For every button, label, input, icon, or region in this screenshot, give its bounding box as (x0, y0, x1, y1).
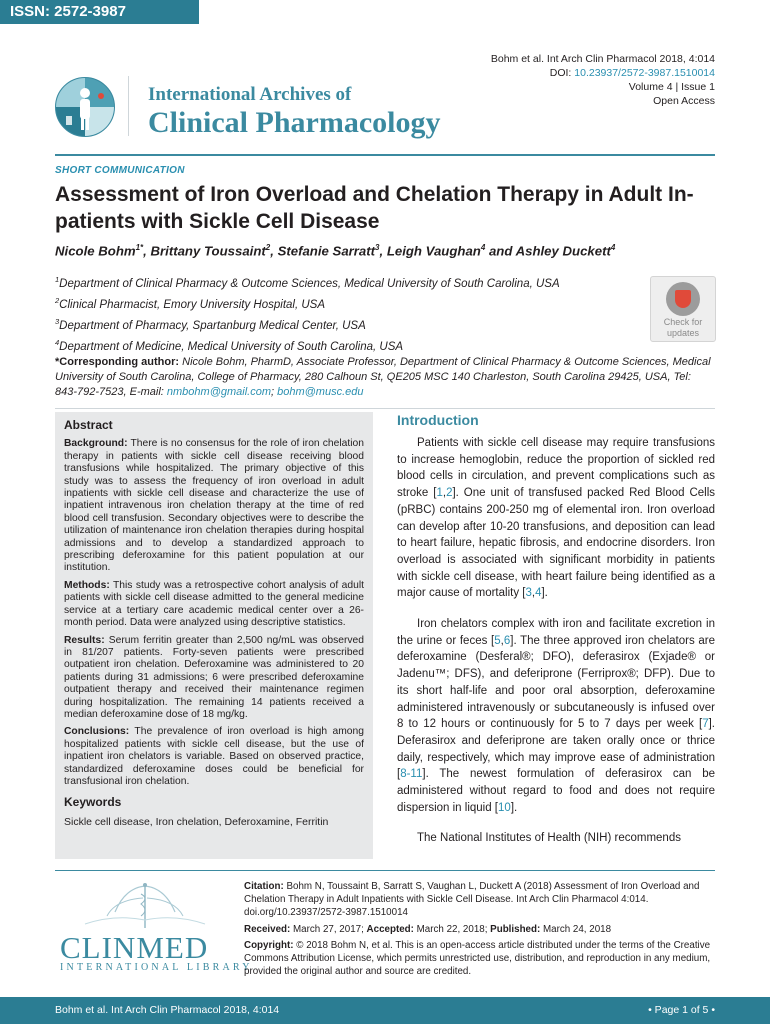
introduction-text: ]. One unit of transfused packed Red Blood Cells (pRBC) contains 200-250 mg of elemental iron. Iron overload can develop after 10-20 transfusions, and deposition can lead to heart failure, hepatic fibrosis, and endocrine disorders. Iron overload is associated with significant morbidity in patients with sickle cell disease, with heart failure being identified as a major cause of mortality [ (397, 487, 716, 600)
affiliation-number: 2 (55, 296, 60, 305)
keywords-text: Sickle cell disease, Iron chelation, Deferoxamine, Ferritin (64, 815, 329, 828)
background-text: There is no consensus for the role of iron chelation therapy in patients with sickle cell disease receiving blood transfusions while hospitalized. The primary objective of this study was to assess the frequency of iron overload in adult inpatients with sickle cell disease and characterize the use of inpatient intravenous iron chelation therapy at the time of red blood cell transfusion. Secondary objectives were to describe the utilization of maintenance iron chelation therapies during hospital admissions and to develop a standardized approach to prescribing deferoxamine for this patient population at our institution. (64, 438, 364, 574)
publisher-name: CLINMED (60, 930, 209, 965)
open-access-label: Open Access (653, 95, 715, 107)
author-separator: , (143, 243, 151, 259)
logo-divider (128, 76, 129, 136)
author-affiliation-marker: 1* (135, 243, 144, 252)
author-separator: , (379, 243, 387, 259)
publisher-subtitle: INTERNATIONAL LIBRARY (60, 962, 253, 973)
citation-text: Bohm N, Toussaint B, Sarratt S, Vaughan L, Duckett A (2018) Assessment of Iron Overload and Chelation Therapy in Adult Inpatients with Sickle Cell Disease. Int Arch Clin Pharmacol 4:014. doi.org/10.23937/2572-3987.1510014 (244, 881, 700, 919)
journal-name-line1: International Archives of (148, 84, 352, 105)
affiliations (55, 273, 655, 357)
accepted-date: March 22, 2018; (413, 923, 491, 935)
footer-citation: Bohm et al. Int Arch Clin Pharmacol 2018, 4:014 (55, 1004, 280, 1016)
received-date: March 27, 2017; (290, 923, 367, 935)
introduction-heading: Introduction (397, 412, 479, 428)
affiliation-item (55, 315, 655, 336)
introduction-text: ]. The three approved iron chelators are deferoxamine (Desferal®; DFO), deferasirox (Exjade® or Jadenu™; DFS), and deferiprone (Ferriprox®; DFP). Due to its short half-life and poor oral absorption, deferoxamine administered intravenously or subcutaneously is infused over 8 to 12 hours or continuously for 5 to 7 days per week [ (397, 634, 716, 731)
journal-logo (54, 76, 116, 138)
author-affiliation-marker: 4 (610, 243, 616, 252)
email-separator: ; (271, 386, 278, 398)
author-affiliation-marker: 4 (480, 243, 486, 252)
accepted-label: Accepted: (366, 923, 414, 935)
dates-paragraph (244, 923, 716, 936)
affiliation-text: Department of Medicine, Medical University of South Carolina, USA (59, 340, 404, 353)
introduction-body (397, 435, 715, 861)
issn-banner: ISSN: 2572-3987 (0, 0, 199, 24)
email-link-1[interactable]: nmbohm@gmail.com (166, 386, 271, 398)
published-date: March 24, 2018 (540, 923, 612, 935)
copyright-label: Copyright: (244, 939, 294, 951)
article-title: Assessment of Iron Overload and Chelation Therapy in Adult In-patients with Sickle Cell Disease (55, 183, 694, 233)
check-for-updates-badge[interactable] (650, 276, 716, 342)
citation-block (244, 880, 716, 981)
author-affiliation-marker: 2 (265, 243, 271, 252)
corresponding-text: Nicole Bohm, PharmD, Associate Professor, Department of Clinical Pharmacy & Outcome Sciences, Medical University of South Carolina, College of Pharmacy, 280 Calhoun St, QE205 MSC 140 Charleston, South Carolina 29425, USA, Tel: 843-792-7523, E-mail: (55, 356, 711, 398)
copyright-paragraph (244, 939, 716, 979)
introduction-text: ]. The newest formulation of deferasirox can be administered without regard to food and does not require dispersion in liquid [ (397, 768, 715, 814)
abstract-methods (64, 580, 364, 630)
introduction-text: , (442, 487, 447, 500)
reference-link[interactable]: 8-11 (400, 768, 423, 781)
abstract-results (64, 635, 364, 722)
author-name: Nicole Bohm (55, 243, 136, 259)
affiliation-item (55, 294, 655, 315)
introduction-text: ]. Deferasirox and deferiprone are taken orally once or thrice daily, respectively, which may improve ease of administration [ (397, 718, 715, 781)
reference-link[interactable]: 10 (498, 801, 511, 814)
reference-link[interactable]: 6 (503, 634, 511, 647)
published-label: Published: (490, 923, 541, 935)
conclusions-label: Conclusions: (64, 726, 130, 738)
results-label: Results: (64, 634, 105, 646)
methods-text: This study was a retrospective cohort analysis of adult patients with sickle cell disease admitted to the general medicine service at a tertiary care academic medical center over a 26-month period. Data were analyzed using descriptive statistics. (64, 579, 364, 629)
author-separator: and (485, 243, 516, 259)
affiliation-number: 3 (55, 317, 60, 326)
introduction-text: The National Institutes of Health (NIH) recommends (417, 832, 681, 845)
reference-link[interactable]: 3 (525, 587, 532, 600)
citation-header-line: Bohm et al. Int Arch Clin Pharmacol 2018, 4:014 (490, 53, 715, 65)
author-separator: , (270, 243, 278, 259)
check-updates-line1: Check for (663, 317, 703, 327)
author-name: Brittany Toussaint (150, 243, 266, 259)
reference-link[interactable]: 5 (494, 634, 501, 647)
affiliation-text: Department of Clinical Pharmacy & Outcome Sciences, Medical University of South Carolina, USA (59, 277, 560, 290)
affiliation-item (55, 273, 655, 294)
section-divider (55, 408, 715, 409)
citation-divider (55, 870, 715, 871)
reference-link[interactable]: 2 (446, 487, 453, 500)
methods-label: Methods: (64, 579, 110, 591)
author-affiliation-marker: 3 (375, 243, 380, 252)
abstract-box (55, 412, 373, 859)
affiliation-number: 4 (55, 338, 60, 347)
keywords-heading: Keywords (64, 795, 122, 810)
reference-link[interactable]: 4 (535, 587, 542, 600)
article-type-label: SHORT COMMUNICATION (55, 165, 185, 176)
introduction-text: , (531, 587, 536, 600)
volume-issue: Volume 4 | Issue 1 (628, 81, 715, 93)
introduction-paragraph (397, 616, 715, 816)
doi-prefix: DOI: (549, 67, 575, 79)
author-list (55, 243, 615, 258)
received-label: Received: (244, 923, 291, 935)
author-name: Ashley Duckett (515, 243, 611, 259)
copyright-text: © 2018 Bohm N, et al. This is an open-access article distributed under the terms of the Creative Commons Attribution License, which permits unrestricted use, distribution, and reproduction in any medium, provided the original author and source are credited. (244, 939, 711, 978)
citation-label: Citation: (244, 881, 284, 892)
abstract-background (64, 438, 364, 574)
email-link-2[interactable]: bohm@musc.edu (277, 386, 364, 398)
citation-header (491, 52, 715, 108)
introduction-text: Iron chelators complex with iron and facilitate excretion in the urine or feces [ (397, 618, 715, 647)
citation-paragraph (244, 880, 716, 920)
results-text: Serum ferritin greater than 2,500 ng/mL was observed in 81/207 patients. Forty-seven patients were prescribed outpatient iron chelation. Deferoxamine was administered to 20 patients during 31 admissions; 6 were prescribed deferoxamine outpatient therapy and received their maintenance regimen during hospitalization. The remaining 14 patients received a median deferoxamine dose of 18 mg/kg. (64, 634, 364, 720)
introduction-text: , (500, 634, 504, 647)
background-label: Background: (64, 438, 128, 450)
doi-link[interactable]: 10.23937/2572-3987.1510014 (574, 67, 715, 79)
author-name: Stefanie Sarratt (277, 243, 376, 259)
check-updates-icon (666, 282, 700, 316)
affiliation-number: 1 (55, 275, 60, 284)
page-footer (0, 997, 770, 1024)
introduction-paragraph (397, 435, 715, 602)
introduction-text: Patients with sickle cell disease may require transfusions to increase hemoglobin, reduce the proportion of sickled red blood cells in circulation, and prevent complications such as stroke [ (397, 437, 715, 500)
journal-name-line2: Clinical Pharmacology (148, 106, 441, 139)
conclusions-text: The prevalence of iron overload is high among hospitalized patients with sickle cell disease, but the use of inpatient iron chelators is variable. Based on observed practice, standardized deferoxamine doses could be beneficial for transfusional iron chelation. (64, 726, 364, 787)
header-divider (55, 154, 715, 156)
corresponding-author (55, 355, 715, 400)
affiliation-text: Clinical Pharmacist, Emory University Hospital, USA (59, 298, 326, 311)
check-updates-line2: updates (666, 328, 700, 338)
page-number: • Page 1 of 5 • (648, 1004, 715, 1016)
abstract-heading: Abstract (64, 418, 113, 432)
abstract-conclusions (64, 726, 364, 788)
introduction-text: ]. (541, 587, 548, 600)
author-name: Leigh Vaughan (386, 243, 481, 259)
corresponding-label: *Corresponding author: (55, 356, 180, 368)
affiliation-item (55, 336, 655, 357)
doi-line (491, 66, 715, 80)
affiliation-text: Department of Pharmacy, Spartanburg Medical Center, USA (59, 319, 366, 332)
introduction-text: ]. (510, 801, 518, 814)
introduction-paragraph (397, 830, 715, 847)
reference-link[interactable]: 7 (702, 718, 709, 731)
reference-link[interactable]: 1 (436, 487, 443, 500)
